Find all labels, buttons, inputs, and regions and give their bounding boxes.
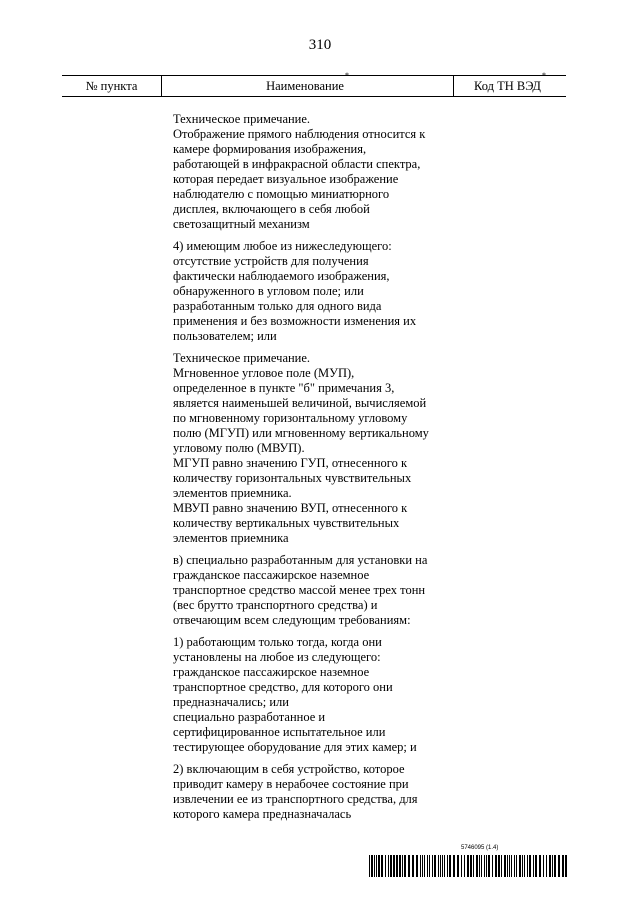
header-item-number: [62, 76, 161, 96]
text-line: определенное в пункте "б" примечания 3,: [173, 381, 395, 395]
text-line: гражданское пассажирское наземное: [173, 568, 370, 582]
text-line: пользователем; или: [173, 329, 277, 343]
text-line: Техническое примечание.: [173, 351, 311, 365]
header-name-footnote-mark: *: [344, 71, 349, 80]
text-line: применения и без возможности изменения их: [173, 314, 417, 328]
text-line: которая передает визуальное изображение: [173, 172, 399, 186]
text-line: тестирующее оборудование для этих камер; и: [173, 740, 417, 754]
paragraph-item-v: [173, 553, 448, 628]
text-line: дисплея, включающего в себя любой: [173, 202, 370, 216]
text-line: полю (МГУП) или мгновенному вертикальному: [173, 426, 429, 440]
text-line: Мгновенное угловое поле (МУП),: [173, 366, 355, 380]
text-line: камере формирования изображения,: [173, 142, 367, 156]
text-line: количеству вертикальных чувствительных: [173, 516, 400, 530]
text-line: отсутствие устройств для получения: [173, 254, 369, 268]
paragraph-item-1: [173, 635, 448, 755]
paragraph-ir-direct-view-note: [173, 112, 448, 232]
text-line: приводит камеру в нерабочее состояние при: [173, 777, 409, 791]
text-line: предназначались; или: [173, 695, 289, 709]
text-line: транспортное средство массой менее трех тонн: [173, 583, 426, 597]
text-line: разработанным только для одного вида: [173, 299, 382, 313]
header-code-footnote-mark: *: [541, 71, 546, 80]
text-line: которого камера предназначалась: [173, 807, 352, 821]
text-line: транспортное средство, для которого они: [173, 680, 393, 694]
text-line: светозащитный механизм: [173, 217, 310, 231]
text-line: специально разработанное и: [173, 710, 326, 724]
text-line: количеству горизонтальных чувствительных: [173, 471, 412, 485]
paragraph-item-4: [173, 239, 448, 344]
description-column: [173, 112, 448, 829]
text-line: МВУП равно значению ВУП, отнесенного к: [173, 501, 408, 515]
text-line: наблюдателю с помощью миниатюрного: [173, 187, 390, 201]
page-number: 310: [308, 37, 332, 53]
header-tnved-code-label: Код ТН ВЭД: [474, 79, 541, 93]
text-line: обнаруженного в угловом поле; или: [173, 284, 364, 298]
text-line: элементов приемника.: [173, 486, 292, 500]
header-name: [161, 71, 453, 96]
text-line: по мгновенному горизонтальному угловому: [173, 411, 408, 425]
text-line: установлены на любое из следующего:: [173, 650, 381, 664]
text-line: (вес брутто транспортного средства) и: [173, 598, 378, 612]
document-code: 5746095 (1.4): [461, 845, 499, 851]
text-line: работающей в инфракрасной области спектра,: [173, 157, 421, 171]
table-header: [62, 71, 566, 97]
header-name-label: Наименование: [266, 79, 344, 93]
text-line: отвечающим всем следующим требованиям:: [173, 613, 411, 627]
text-line: 2) включающим в себя устройство, которое: [173, 762, 405, 776]
text-line: извлечении ее из транспортного средства, для: [173, 792, 418, 806]
text-line: 4) имеющим любое из нижеследующего:: [173, 239, 392, 253]
header-tnved-code: [453, 71, 566, 96]
text-line: сертифицированное испытательное или: [173, 725, 386, 739]
text-line: гражданское пассажирское наземное: [173, 665, 370, 679]
text-line: фактически наблюдаемого изображения,: [173, 269, 390, 283]
paragraph-ifov-note: [173, 351, 448, 546]
text-line: Техническое примечание.: [173, 112, 311, 126]
text-line: в) специально разработанным для установки на: [173, 553, 428, 567]
text-line: элементов приемника: [173, 531, 289, 545]
text-line: угловому полю (МВУП).: [173, 441, 305, 455]
text-line: является наименьшей величиной, вычисляемой: [173, 396, 427, 410]
text-line: 1) работающим только тогда, когда они: [173, 635, 382, 649]
barcode-icon: [369, 855, 567, 877]
text-line: МГУП равно значению ГУП, отнесенного к: [173, 456, 408, 470]
text-line: Отображение прямого наблюдения относится к: [173, 127, 426, 141]
header-item-number-label: № пункта: [85, 79, 138, 93]
paragraph-item-2: [173, 762, 448, 822]
